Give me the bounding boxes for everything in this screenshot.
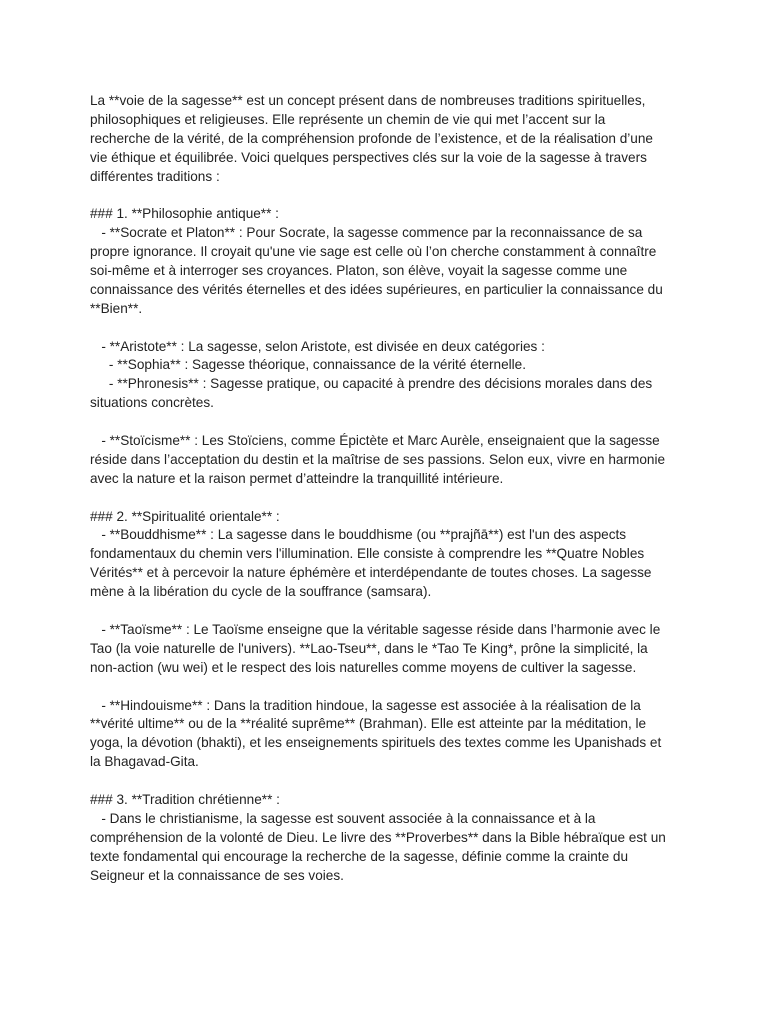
text-line: - **Taoïsme** : Le Taoïsme enseigne que la véritable sagesse réside dans l’harmonie avec le	[90, 621, 661, 637]
text-line: vie éthique et équilibrée. Voici quelques perspectives clés sur la voie de la sagesse à travers	[90, 149, 647, 165]
text-line: - **Socrate et Platon** : Pour Socrate, la sagesse commence par la reconnaissance de sa	[90, 225, 643, 241]
text-line: compréhension de la volonté de Dieu. Le livre des **Proverbes** dans la Bible hébraïque est un	[90, 829, 666, 845]
paragraph-spacer	[90, 413, 690, 432]
paragraph-spacer	[90, 186, 690, 205]
text-line: philosophiques et religieuses. Elle représente un chemin de vie qui met l’accent sur la	[90, 111, 606, 127]
text-line: connaissance des vérités éternelles et des idées supérieures, en particulier la connaissance du	[90, 281, 663, 297]
text-line: soi-même et à interroger ses croyances. Platon, son élève, voyait la sagesse comme une	[90, 263, 628, 279]
text-line: non-action (wu wei) et le respect des lois naturelles comme moyens de cultiver la sagesse.	[90, 659, 637, 675]
text-line: **Bien**.	[90, 300, 143, 316]
text-line: La **voie de la sagesse** est un concept présent dans de nombreuses traditions spirituelles,	[90, 93, 646, 108]
text-line: fondamentaux du chemin vers l'illumination. Elle consiste à comprendre les **Quatre Nobles	[90, 546, 645, 562]
text-line: texte fondamental qui encourage la recherche de la sagesse, définie comme la crainte du	[90, 848, 629, 864]
text-line: propre ignorance. Il croyait qu'une vie sage est celle où l’on cherche constamment à connaître	[90, 244, 657, 260]
paragraph-bouddhisme	[90, 526, 690, 602]
paragraph-spacer	[90, 489, 690, 508]
paragraph-christianisme	[90, 810, 690, 886]
text-line: recherche de la vérité, de la compréhension profonde de l’existence, et de la réalisation d’une	[90, 130, 653, 146]
text-line: - **Phronesis** : Sagesse pratique, ou capacité à prendre des décisions morales dans des	[90, 376, 653, 392]
text-line: - **Aristote** : La sagesse, selon Aristote, est divisée en deux catégories :	[90, 338, 545, 354]
text-line: différentes traditions :	[90, 168, 220, 184]
text-line: Vérités** et à percevoir la nature éphémère et interdépendante de toutes choses. La sagesse	[90, 565, 652, 581]
paragraph-stoicisme	[90, 432, 690, 489]
text-line: Seigneur et la connaissance de ses voies.	[90, 867, 344, 883]
text-line: - **Sophia** : Sagesse théorique, connaissance de la vérité éternelle.	[90, 357, 527, 373]
text-line: situations concrètes.	[90, 395, 214, 411]
text-line: réside dans l’acceptation du destin et la maîtrise de ses passions. Selon eux, vivre en harmonie	[90, 451, 666, 467]
text-line: mène à la libération du cycle de la souffrance (samsara).	[90, 584, 432, 600]
text-line: avec la nature et la raison permet d’atteindre la tranquillité intérieure.	[90, 470, 504, 486]
text-line: - Dans le christianisme, la sagesse est souvent associée à la connaissance et à la	[90, 810, 596, 826]
text-line: yoga, la dévotion (bhakti), et les enseignements spirituels des textes comme les Upanishads et	[90, 735, 662, 751]
paragraph-spacer	[90, 319, 690, 338]
section-heading-tradition-chretienne: ### 3. **Tradition chrétienne** :	[90, 791, 280, 807]
text-line: la Bhagavad-Gita.	[90, 754, 199, 770]
intro-paragraph	[90, 92, 690, 186]
section-heading-philosophie: ### 1. **Philosophie antique** :	[90, 206, 279, 222]
text-line: - **Bouddhisme** : La sagesse dans le bouddhisme (ou **prajñā**) est l'un des aspects	[90, 527, 627, 543]
text-line: - **Stoïcisme** : Les Stoïciens, comme Épictète et Marc Aurèle, enseignaient que la sagesse	[90, 433, 660, 449]
paragraph-hindouisme	[90, 697, 690, 773]
paragraph-taoisme	[90, 621, 690, 678]
text-line: **vérité ultime** ou de la **réalité suprême** (Brahman). Elle est atteinte par la méditation, le	[90, 716, 647, 732]
text-line: Tao (la voie naturelle de l'univers). **Lao-Tseu**, dans le *Tao Te King*, prône la simplicité, la	[90, 640, 648, 656]
section-heading-spiritualite: ### 2. **Spiritualité orientale** :	[90, 508, 280, 524]
text-line: - **Hindouisme** : Dans la tradition hindoue, la sagesse est associée à la réalisation de la	[90, 697, 641, 713]
paragraph-spacer	[90, 678, 690, 697]
paragraph-spacer	[90, 602, 690, 621]
paragraph-aristote	[90, 338, 690, 414]
paragraph-socrate-platon	[90, 224, 690, 318]
paragraph-spacer	[90, 772, 690, 791]
document-page	[90, 92, 690, 885]
